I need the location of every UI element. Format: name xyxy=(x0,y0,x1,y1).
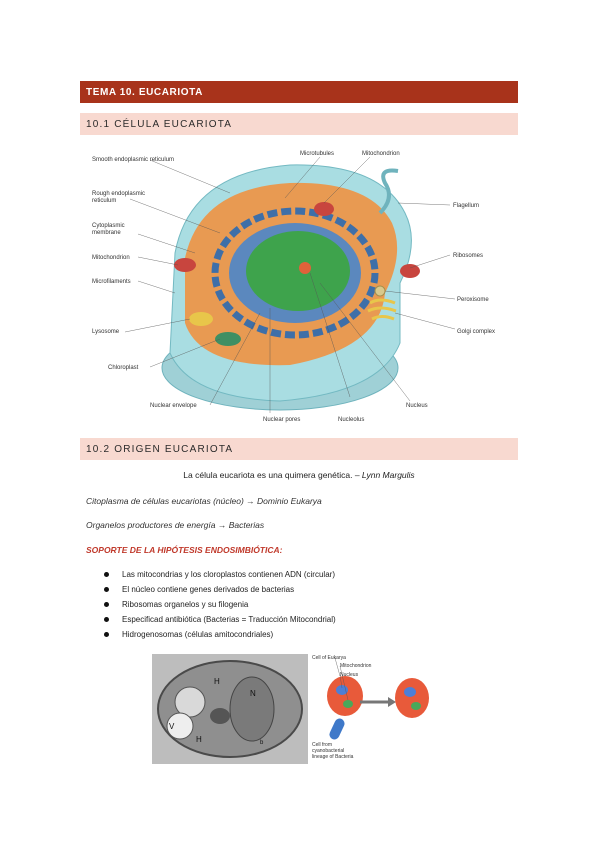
margulis-quote xyxy=(80,470,518,480)
label-mito-left: Mitochondrion xyxy=(92,255,130,261)
host-mitochondrion xyxy=(343,700,353,708)
label-golgi: Golgi complex xyxy=(457,329,496,335)
quote-text: La célula eucariota es una quimera genética. – xyxy=(183,470,362,480)
chapter-title: TEMA 10. EUCARIOTA xyxy=(86,86,203,98)
electron-micrograph xyxy=(152,654,308,764)
list-item: Hidrogenosomas (células amitocondriales) xyxy=(104,627,336,642)
label-rough-er-2: reticulum xyxy=(92,198,117,204)
section-header-10-2 xyxy=(80,438,518,460)
bullet-icon xyxy=(104,632,109,637)
label-v: V xyxy=(169,722,175,731)
endosymbiotic-support-heading: SOPORTE DE LA HIPÓTESIS ENDOSIMBIÓTICA: xyxy=(86,545,283,555)
label-mito-top: Mitochondrion xyxy=(362,151,400,157)
label-cell-from-1: Cell from xyxy=(312,742,333,748)
section-title: 10.1 CÉLULA EUCARIOTA xyxy=(86,118,233,130)
nucleus-region xyxy=(230,677,274,741)
label-peroxisome: Peroxisome xyxy=(457,297,489,303)
label-h2: H xyxy=(196,735,202,744)
host-nucleus xyxy=(336,685,348,695)
list-item: Ribosomas organelos y su filogenia xyxy=(104,597,336,612)
label-rough-er-1: Rough endoplasmic xyxy=(92,191,146,197)
mitochondrion-right xyxy=(400,264,420,278)
nucleus xyxy=(246,231,350,311)
label-b: b xyxy=(260,740,264,746)
section-title: 10.2 ORIGEN EUCARIOTA xyxy=(86,443,234,455)
hydrogenosome xyxy=(210,708,230,724)
list-item: Especificad antibiótica (Bacterias = Traducción Mitocondrial) xyxy=(104,612,336,627)
label-nuclear-pores: Nuclear pores xyxy=(263,417,301,423)
label-diagram-nucleus: Nucleus xyxy=(340,672,359,678)
chapter-header xyxy=(80,81,518,103)
label-cell-from-3: lineage of Bacteria xyxy=(312,754,354,760)
cyanobacterium xyxy=(328,717,346,741)
quote-author: Lynn Margulis xyxy=(361,470,415,480)
label-ribosomes: Ribosomes xyxy=(453,253,484,259)
label-cyto-2: membrane xyxy=(92,230,121,236)
label-n: N xyxy=(250,689,256,698)
nucleolus xyxy=(299,262,311,274)
evidence-list xyxy=(104,567,336,642)
list-item: El núcleo contiene genes derivados de bacterias xyxy=(104,582,336,597)
endosymbiosis-diagram xyxy=(310,654,450,764)
label-cell-from-2: cyanobacterial xyxy=(312,748,345,754)
arrow-icon xyxy=(388,697,396,707)
label-cell-eukarya: Cell of Eukarya xyxy=(312,655,346,661)
result-cell xyxy=(395,678,429,718)
label-smooth-er: Smooth endoplasmic reticulum xyxy=(92,157,175,163)
bullet-icon xyxy=(104,617,109,622)
bullet-icon xyxy=(104,587,109,592)
peroxisome xyxy=(375,286,385,296)
label-nucleolus: Nucleolus xyxy=(338,417,365,423)
label-microfilaments: Microfilaments xyxy=(92,279,131,285)
chloroplast xyxy=(215,332,241,346)
label-microtubules: Microtubules xyxy=(300,151,335,157)
label-lysosome: Lysosome xyxy=(92,329,120,335)
section-header-10-1 xyxy=(80,113,518,135)
bullet-icon xyxy=(104,572,109,577)
cytoplasm-line: Citoplasma de células eucariotas (núcleo) → Dominio Eukarya xyxy=(86,496,322,506)
label-chloroplast: Chloroplast xyxy=(108,365,139,371)
lysosome xyxy=(189,312,213,326)
result-chloroplast xyxy=(411,702,421,710)
mitochondrion-top xyxy=(314,202,334,216)
label-nucleus: Nucleus xyxy=(406,403,428,409)
label-h1: H xyxy=(214,677,220,686)
eukaryotic-cell-figure xyxy=(80,143,518,430)
label-diagram-mito: Mitochondrion xyxy=(340,663,372,669)
host-cell xyxy=(327,676,363,716)
vacuole-1 xyxy=(175,687,205,717)
label-nuclear-envelope: Nuclear envelope xyxy=(150,403,197,409)
list-item: Las mitocondrias y los cloroplastos contienen ADN (circular) xyxy=(104,567,336,582)
label-flagellum: Flagellum xyxy=(453,203,480,209)
label-cyto-1: Cytoplasmic xyxy=(92,223,125,229)
result-nucleus xyxy=(404,687,416,697)
bullet-icon xyxy=(104,602,109,607)
organelles-line: Organelos productores de energía → Bacterias xyxy=(86,520,265,530)
